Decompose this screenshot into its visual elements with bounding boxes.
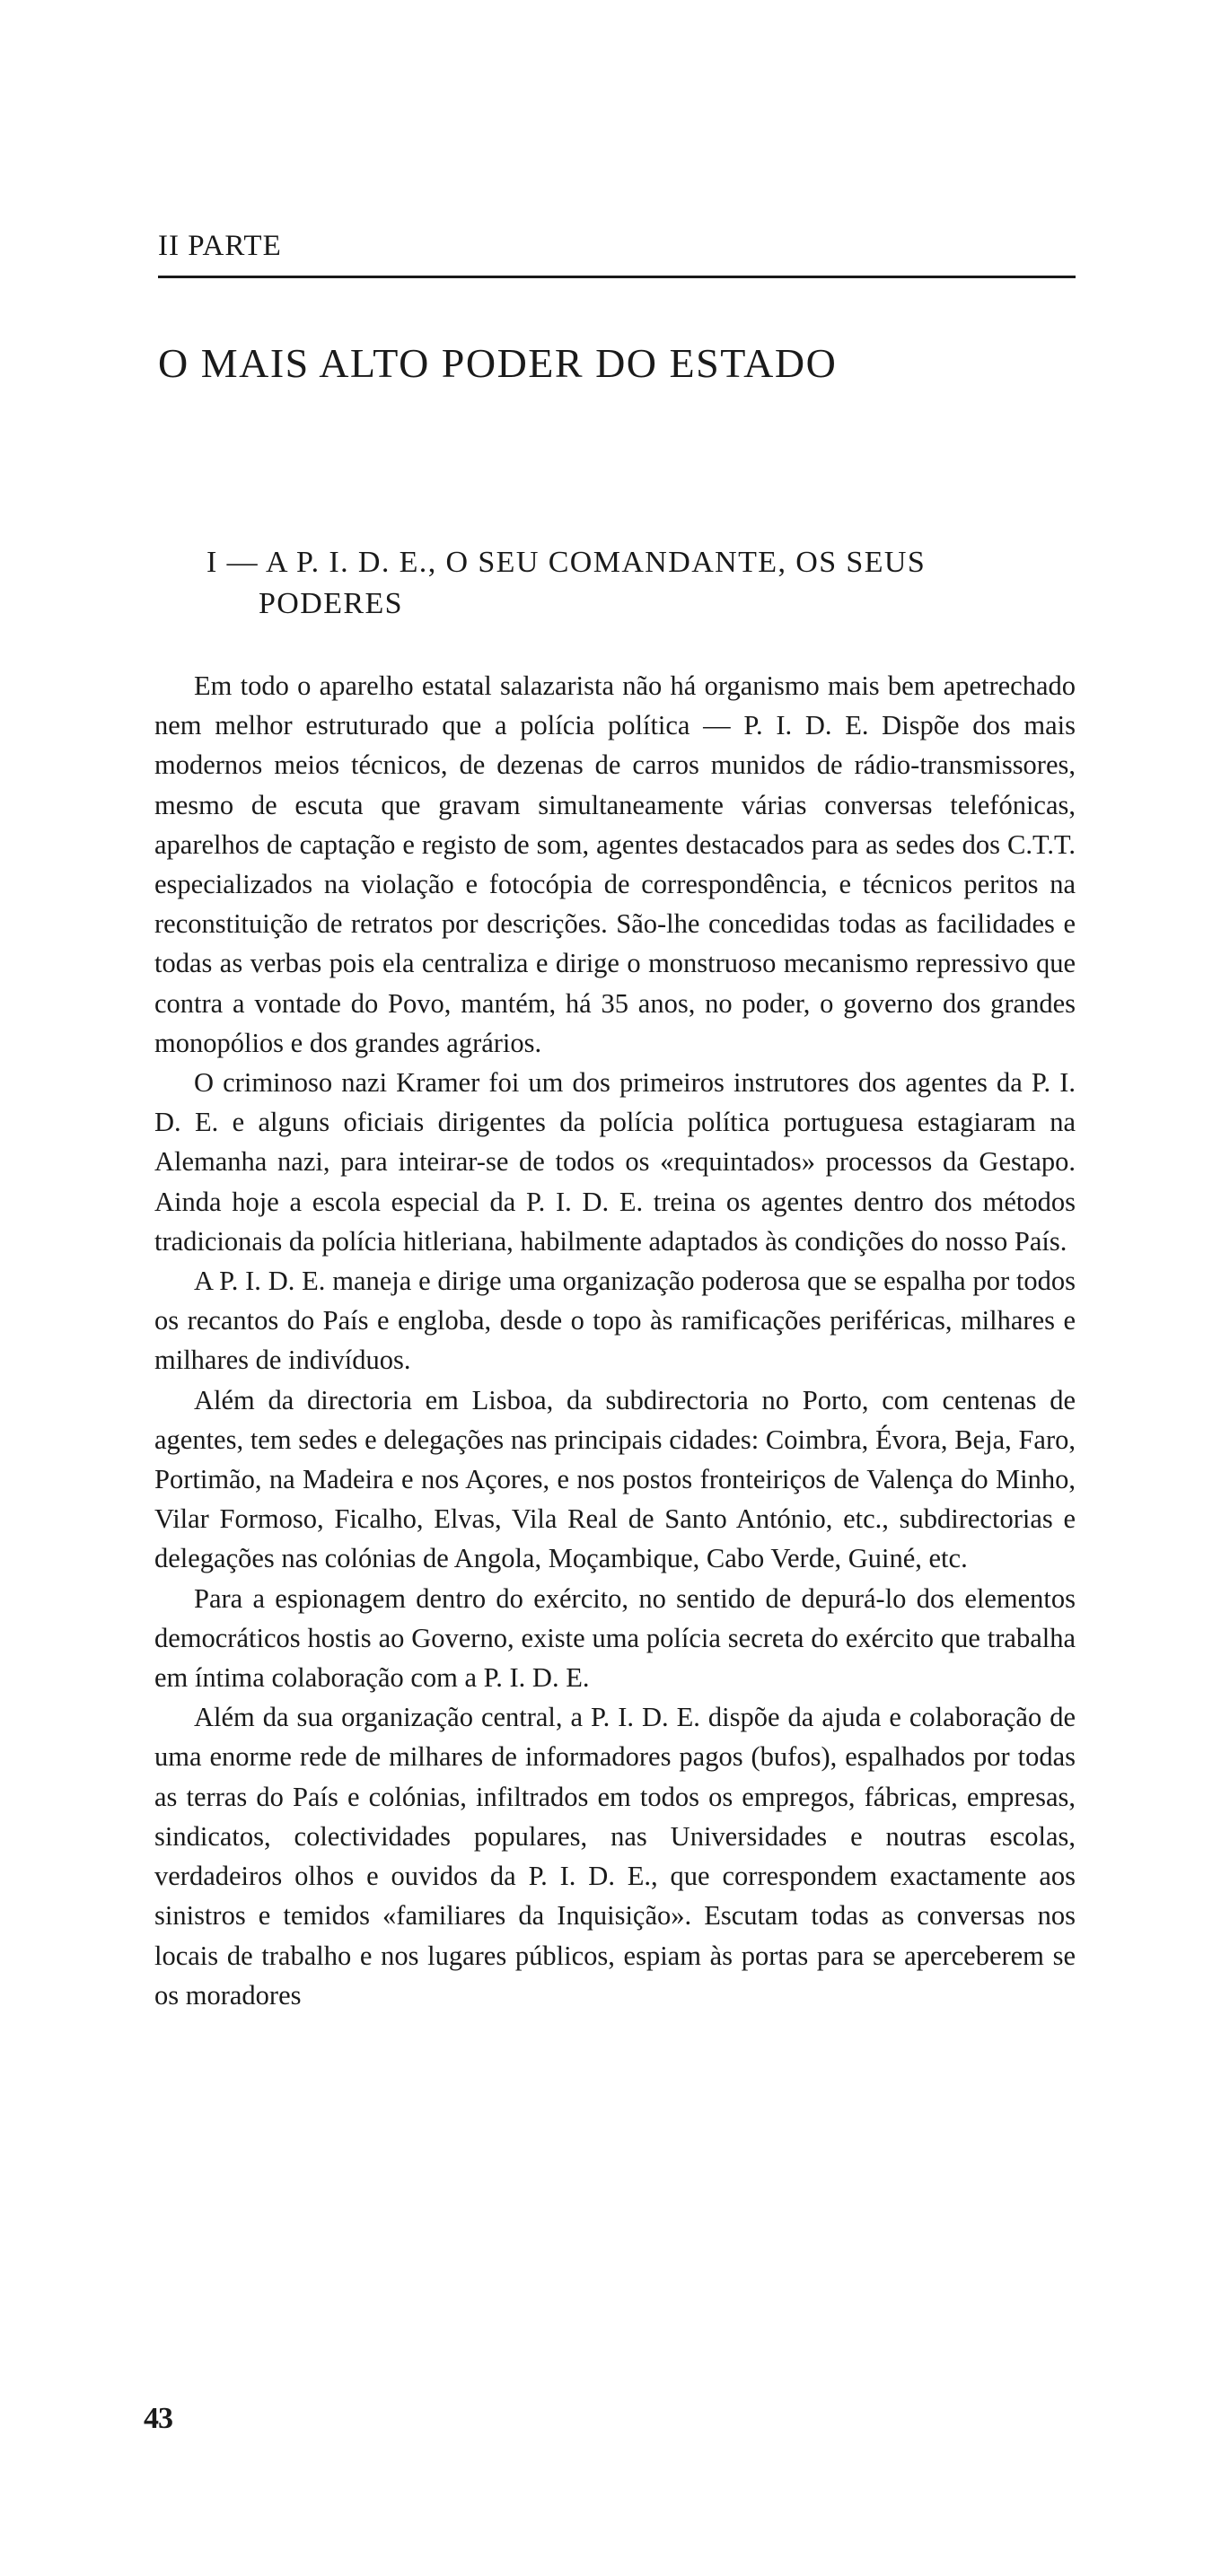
- section-heading-line-2: PODERES: [259, 587, 403, 620]
- part-divider: [158, 276, 1076, 278]
- paragraph: Em todo o aparelho estatal salazarista não há organismo mais bem apetrechado nem melhor estruturado que a polícia política — P. I. D. E. Dispõe dos mais modernos meios técnicos, de dezenas de carros munidos de rádio-transmissores, mesmo de escuta que gravam simultaneamente várias conversas telefónicas, aparelhos de captação e registo de som, agentes destacados para as sedes dos C.T.T. especializados na violação e fotocópia de correspondência, e técnicos peritos na reconstituição de retratos por descrições. São-lhe concedidas todas as facilidades e todas as verbas pois ela centraliza e dirige o monstruoso mecanismo repressivo que contra a vontade do Povo, mantém, há 35 anos, no poder, o governo dos grandes monopólios e dos grandes agrários.: [154, 670, 1076, 1058]
- paragraph: Para a espionagem dentro do exército, no sentido de depurá-lo dos elementos democráticos hostis ao Governo, existe uma polícia secreta do exército que trabalha em íntima colaboração com a P. I. D. E.: [154, 1582, 1076, 1694]
- chapter-title: O MAIS ALTO PODER DO ESTADO: [158, 340, 838, 386]
- page-number: 43: [144, 2402, 172, 2435]
- paragraph: Além da directoria em Lisboa, da subdirectoria no Porto, com centenas de agentes, tem sedes e delegações nas principais cidades: Coimbra, Évora, Beja, Faro, Portimão, na Madeira e nos Açores, e nos postos fronteiriços de Valença do Minho, Vilar Formoso, Ficalho, Elvas, Vila Real de Santo António, etc., subdirectorias e delegações nas colónias de Angola, Moçambique, Cabo Verde, Guiné, etc.: [154, 1384, 1076, 1574]
- body-text: [154, 666, 1076, 2015]
- paragraph: A P. I. D. E. maneja e dirige uma organização poderosa que se espalha por todos os recantos do País e engloba, desde o topo às ramificações periféricas, milhares e milhares de indivíduos.: [154, 1266, 1076, 1376]
- paragraph: O criminoso nazi Kramer foi um dos primeiros instrutores dos agentes da P. I. D. E. e alguns oficiais dirigentes da polícia política portuguesa estagiaram na Alemanha nazi, para inteirar-se de todos os «requintados» processos da Gestapo. Ainda hoje a escola especial da P. I. D. E. treina os agentes dentro dos métodos tradicionais da polícia hitleriana, habilmente adaptados às condições do nosso País.: [154, 1067, 1076, 1257]
- part-label: II PARTE: [158, 230, 282, 262]
- paragraph: Além da sua organização central, a P. I. D. E. dispõe da ajuda e colaboração de uma enorme rede de milhares de informadores pagos (bufos), espalhados por todas as terras do País e colónias, infiltrados em todos os empregos, fábricas, empresas, sindicatos, colectividades populares, nas Universidades e noutras escolas, verdadeiros olhos e ouvidos da P. I. D. E., que correspondem exactamente aos sinistros e temidos «familiares da Inquisição». Escutam todas as conversas nos locais de trabalho e nos lugares públicos, espiam às portas para se aperceberem se os moradores: [154, 1702, 1076, 2011]
- section-heading: [206, 542, 1074, 625]
- section-heading-line-1: I — A P. I. D. E., O SEU COMANDANTE, OS SEUS: [206, 546, 927, 579]
